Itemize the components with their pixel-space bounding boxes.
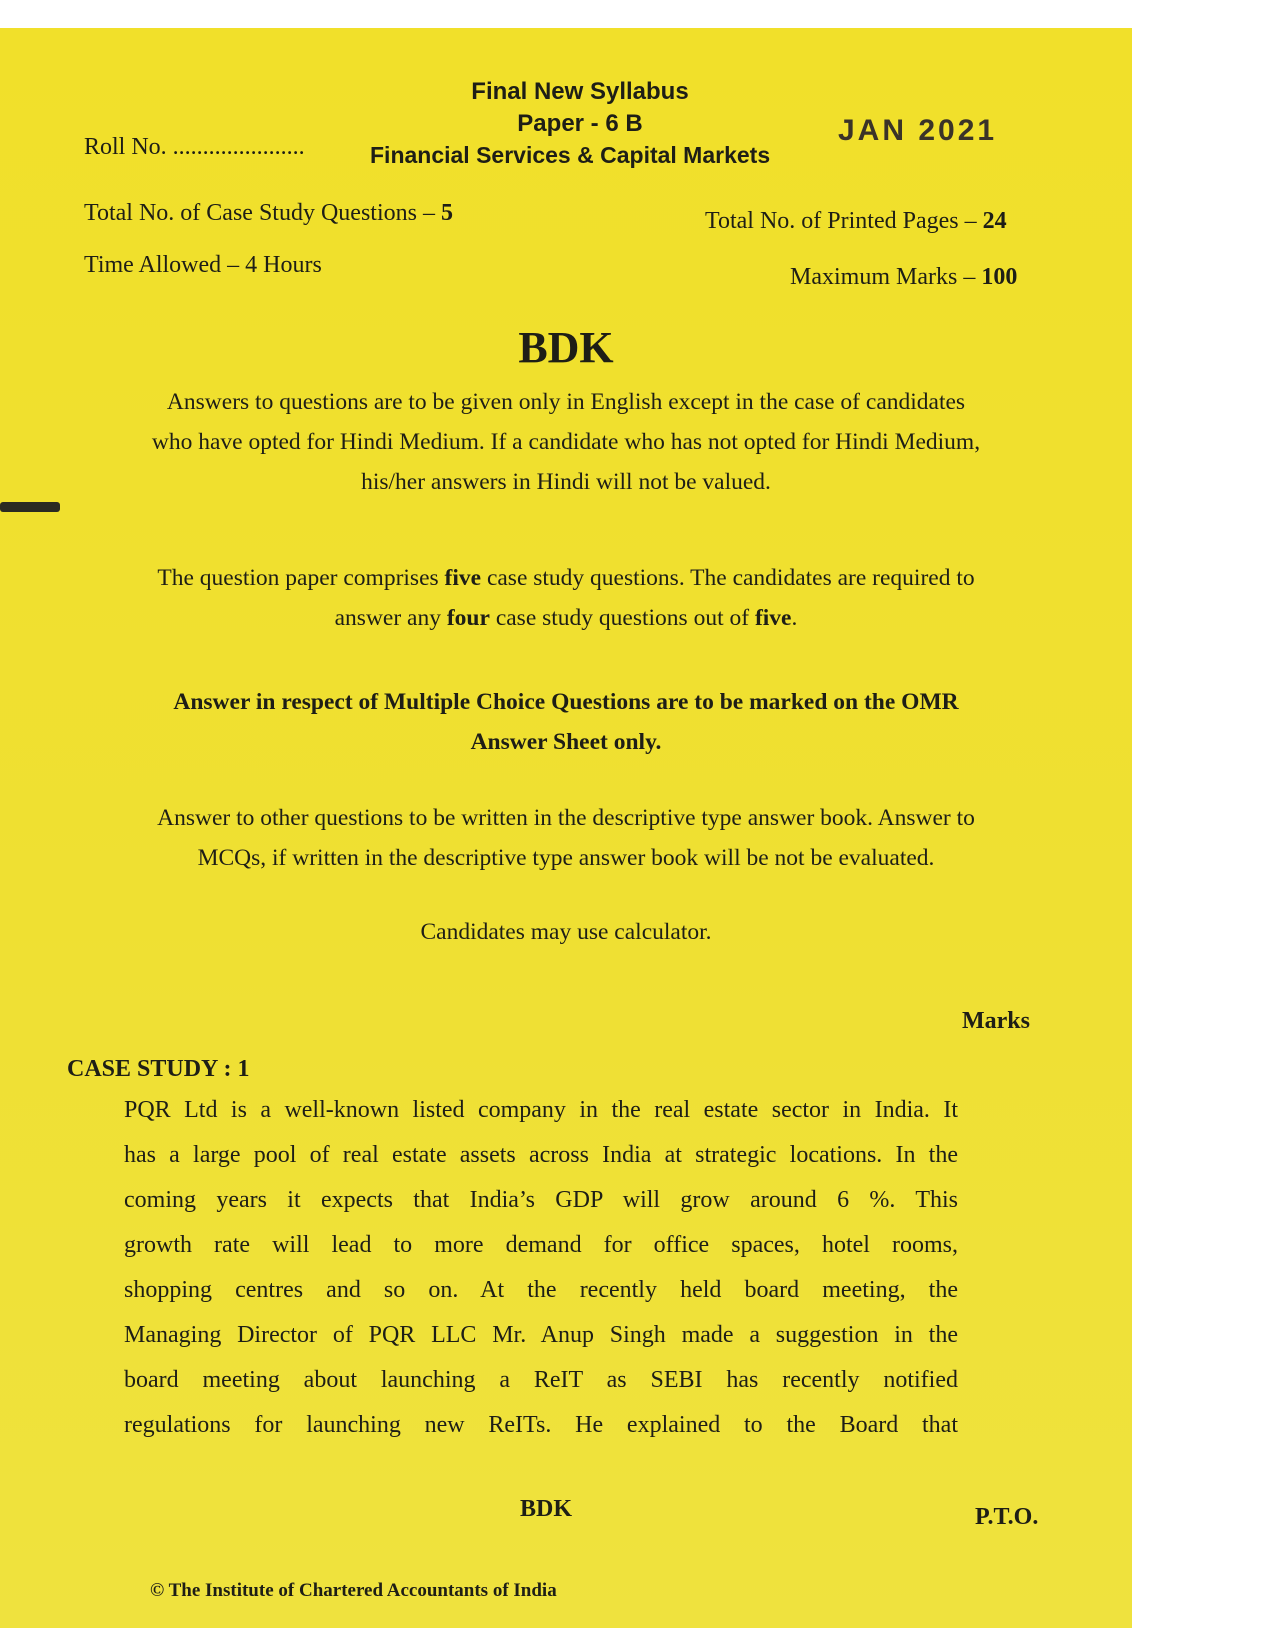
time-allowed: Time Allowed – 4 Hours xyxy=(84,252,322,278)
total-pages: Total No. of Printed Pages – 24 xyxy=(705,208,1007,234)
footer-code: BDK xyxy=(520,1496,573,1522)
maximum-marks: Maximum Marks – 100 xyxy=(790,264,1018,290)
syllabus-title: Final New Syllabus xyxy=(471,78,689,105)
structure-line-1: The question paper comprises five case study questions. The candidates are required to xyxy=(157,565,975,591)
case-line: shopping centres and so on. At the recently held board meeting, the xyxy=(124,1277,958,1303)
omr-instruction xyxy=(60,682,1072,762)
omr-line-1: Answer in respect of Multiple Choice Questions are to be marked on the OMR xyxy=(173,689,959,715)
case-line: growth rate will lead to more demand for office spaces, hotel rooms, xyxy=(124,1232,958,1258)
descriptive-line-1: Answer to other questions to be written in the descriptive type answer book. Answer to xyxy=(157,805,975,831)
case-line: PQR Ltd is a well-known listed company in the real estate sector in India. It xyxy=(124,1097,958,1123)
exam-page xyxy=(0,28,1132,1628)
total-questions: Total No. of Case Study Questions – 5 xyxy=(84,200,453,226)
medium-line-2: who have opted for Hindi Medium. If a candidate who has not opted for Hindi Medium, xyxy=(151,429,981,455)
paper-code: BDK xyxy=(518,323,614,372)
calculator-note: Candidates may use calculator. xyxy=(420,919,712,945)
medium-line-1: Answers to questions are to be given only in English except in the case of candidates xyxy=(166,389,966,415)
roll-number-label: Roll No. ...................... xyxy=(84,134,305,160)
descriptive-line-2: MCQs, if written in the descriptive type answer book will be not be evaluated. xyxy=(197,845,935,871)
case-line: coming years it expects that India’s GDP will grow around 6 %. This xyxy=(124,1187,958,1213)
scan-binding-mark xyxy=(0,502,60,512)
paper-number: Paper - 6 B xyxy=(517,110,643,137)
copyright-notice: © The Institute of Chartered Accountants of India xyxy=(150,1580,557,1601)
medium-instruction xyxy=(60,382,1072,502)
marks-heading: Marks xyxy=(962,1008,1030,1034)
case-line: Managing Director of PQR LLC Mr. Anup Singh made a suggestion in the xyxy=(124,1322,958,1348)
case-study-text xyxy=(124,1088,958,1448)
omr-line-2: Answer Sheet only. xyxy=(470,729,662,755)
case-line: board meeting about launching a ReIT as SEBI has recently notified xyxy=(124,1367,958,1393)
paper-subject: Financial Services & Capital Markets xyxy=(370,142,771,168)
case-line: has a large pool of real estate assets across India at strategic locations. In the xyxy=(124,1142,958,1168)
date-stamp: JAN 2021 xyxy=(838,114,998,147)
structure-line-2: answer any four case study questions out of five. xyxy=(334,605,798,631)
medium-line-3: his/her answers in Hindi will not be valued. xyxy=(361,469,771,495)
please-turn-over: P.T.O. xyxy=(975,1504,1039,1530)
structure-instruction xyxy=(60,558,1072,638)
case-line: regulations for launching new ReITs. He explained to the Board that xyxy=(124,1412,958,1438)
case-study-heading: CASE STUDY : 1 xyxy=(67,1056,250,1082)
descriptive-instruction xyxy=(60,798,1072,878)
